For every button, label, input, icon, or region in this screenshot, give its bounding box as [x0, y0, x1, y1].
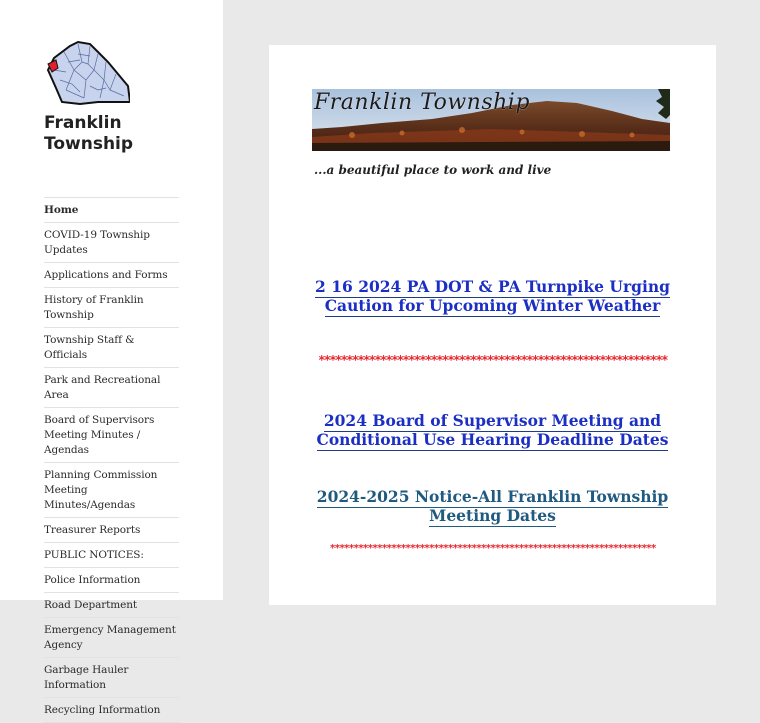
nav-item-garbage-hauler[interactable]: Garbage Hauler Information	[44, 658, 179, 698]
site-title-line2: Township	[44, 134, 134, 154]
site-title[interactable]	[44, 113, 204, 155]
banner-title: Franklin Township	[314, 90, 530, 115]
main-nav	[44, 197, 179, 723]
nav-item-applications-forms[interactable]: Applications and Forms	[44, 263, 179, 288]
main-content	[269, 45, 716, 605]
county-map-logo[interactable]	[44, 40, 130, 106]
separator-stars: **************************************************************	[318, 353, 667, 367]
nav-item-recycling[interactable]: Recycling Information	[44, 698, 179, 723]
headline-meeting-deadlines	[289, 411, 696, 449]
nav-item-staff-officials[interactable]: Township Staff & Officials	[44, 328, 179, 368]
nav-item-home[interactable]: Home	[44, 198, 179, 223]
nav-item-public-notices[interactable]: PUBLIC NOTICES:	[44, 543, 179, 568]
nav-item-emergency-management[interactable]: Emergency Management Agency	[44, 618, 179, 658]
nav-item-treasurer-reports[interactable]: Treasurer Reports	[44, 518, 179, 543]
nav-item-supervisors-minutes[interactable]: Board of Supervisors Meeting Minutes / Agendas	[44, 408, 179, 463]
headline-winter-weather	[289, 277, 696, 315]
separator-stars-2: *********************************************************************	[329, 543, 656, 554]
site-title-line1: Franklin	[44, 113, 122, 133]
meeting-dates-link[interactable]: 2024-2025 Notice-All Franklin Township Meeting Dates	[316, 487, 669, 525]
nav-item-police[interactable]: Police Information	[44, 568, 179, 593]
meeting-deadlines-link[interactable]: 2024 Board of Supervisor Meeting and Conditional Use Hearing Deadline Dates	[316, 411, 669, 449]
nav-item-road-department[interactable]: Road Department	[44, 593, 179, 618]
headline-meeting-dates	[289, 487, 696, 525]
nav-item-covid-updates[interactable]: COVID-19 Township Updates	[44, 223, 179, 263]
nav-item-planning-commission[interactable]: Planning Commission Meeting Minutes/Agendas	[44, 463, 179, 518]
winter-weather-link[interactable]: 2 16 2024 PA DOT & PA Turnpike Urging Caution for Upcoming Winter Weather	[315, 277, 670, 315]
tagline: ...a beautiful place to work and live	[314, 163, 552, 177]
nav-item-history[interactable]: History of Franklin Township	[44, 288, 179, 328]
nav-item-park-recreation[interactable]: Park and Recreational Area	[44, 368, 179, 408]
header-banner	[312, 89, 670, 151]
sidebar	[0, 0, 223, 716]
